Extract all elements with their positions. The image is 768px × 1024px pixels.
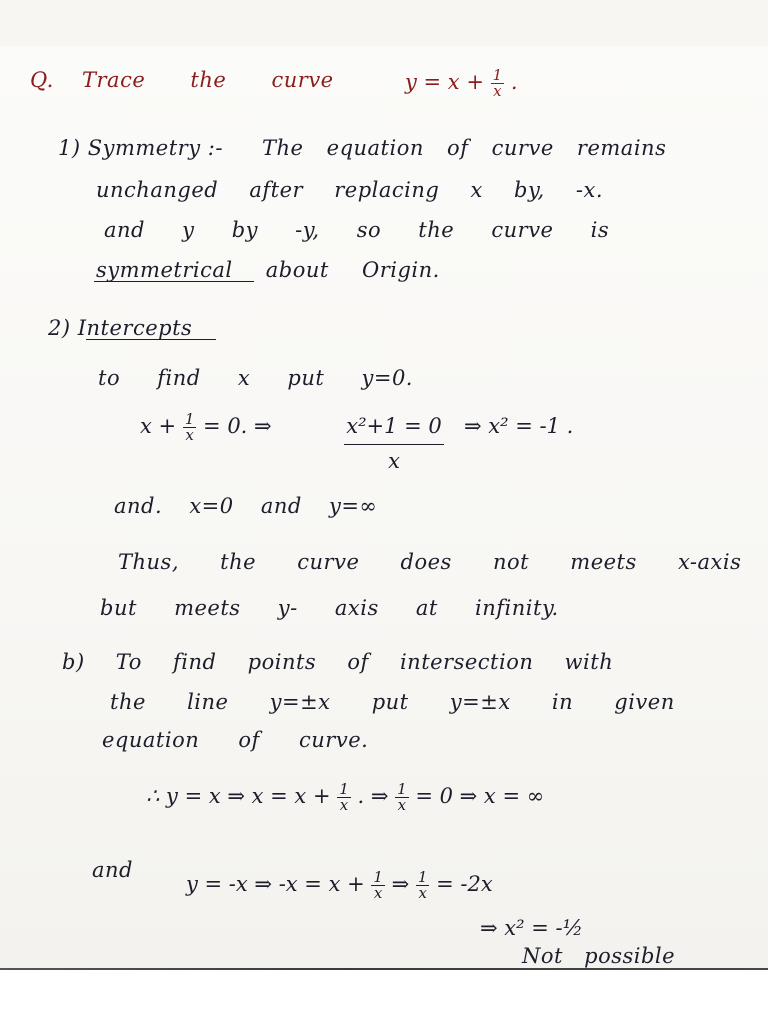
question-text: Trace the curve (82, 68, 334, 92)
part-b-and-label: and (92, 858, 133, 882)
symmetry-line-2: unchanged after replacing x by, -x. (96, 178, 604, 202)
intercepts-line-1: to find x put y=0. (98, 366, 413, 390)
symmetry-line-4: symmetrical about Origin. (96, 258, 440, 282)
symmetrical-underline (94, 281, 254, 282)
part-b-fraction-3: $\frac{1}{x}$ (373, 868, 383, 902)
symmetry-heading: 1) Symmetry :- (58, 136, 223, 160)
part-b-conclusion: Not possible (522, 944, 676, 968)
symmetry-line-1: The equation of curve remains (262, 136, 667, 160)
part-b-fraction-2: $\frac{1}{x}$ (397, 780, 407, 814)
intercepts-line-2: and. x=0 and y=∞ (114, 494, 378, 518)
question-equation: y = x + $\frac{1}{x}$ . (405, 66, 518, 100)
intercepts-line-3: Thus, the curve does not meets x-axis (118, 550, 742, 574)
part-b-equation-1: ∴ y = x ⇒ x = x + $\frac{1}{x}$ . ⇒ $\frac{1}{x}$ = 0 ⇒ x = ∞ (146, 780, 545, 814)
question-equation-left: y = x + (405, 70, 484, 94)
part-b-equation-3: ⇒ x² = -½ (480, 916, 583, 940)
part-b-fraction-1: $\frac{1}{x}$ (339, 780, 349, 814)
symmetry-line-3: and y by -y, so the curve is (104, 218, 610, 242)
part-b-line-2: the line y=±x put y=±x in given (110, 690, 675, 714)
intercepts-line-4: but meets y- axis at infinity. (100, 596, 559, 620)
intercepts-heading: 2) Intercepts (48, 316, 193, 340)
part-b-line-1: b) To find points of intersection with (62, 650, 614, 674)
intercepts-equation-1: x + $\frac{1}{x}$ = 0. ⇒ (140, 410, 272, 444)
part-b-line-3: equation of curve. (102, 728, 369, 752)
intercepts-equation-result: ⇒ x² = -1 . (464, 414, 574, 438)
part-b-equation-2: y = -x ⇒ -x = x + $\frac{1}{x}$ ⇒ $\frac{1}{x}$ = -2x (186, 868, 493, 902)
intercepts-underline (86, 339, 216, 340)
question-prefix: Q. (30, 68, 54, 92)
intercepts-fraction-1: $\frac{1}{x}$ (184, 410, 195, 444)
background-margin (0, 970, 768, 1024)
intercepts-fraction-2: x²+1 = 0 x (334, 414, 454, 473)
part-b-fraction-4: $\frac{1}{x}$ (417, 868, 428, 902)
question-fraction: $\frac{1}{x}$ (492, 66, 503, 100)
